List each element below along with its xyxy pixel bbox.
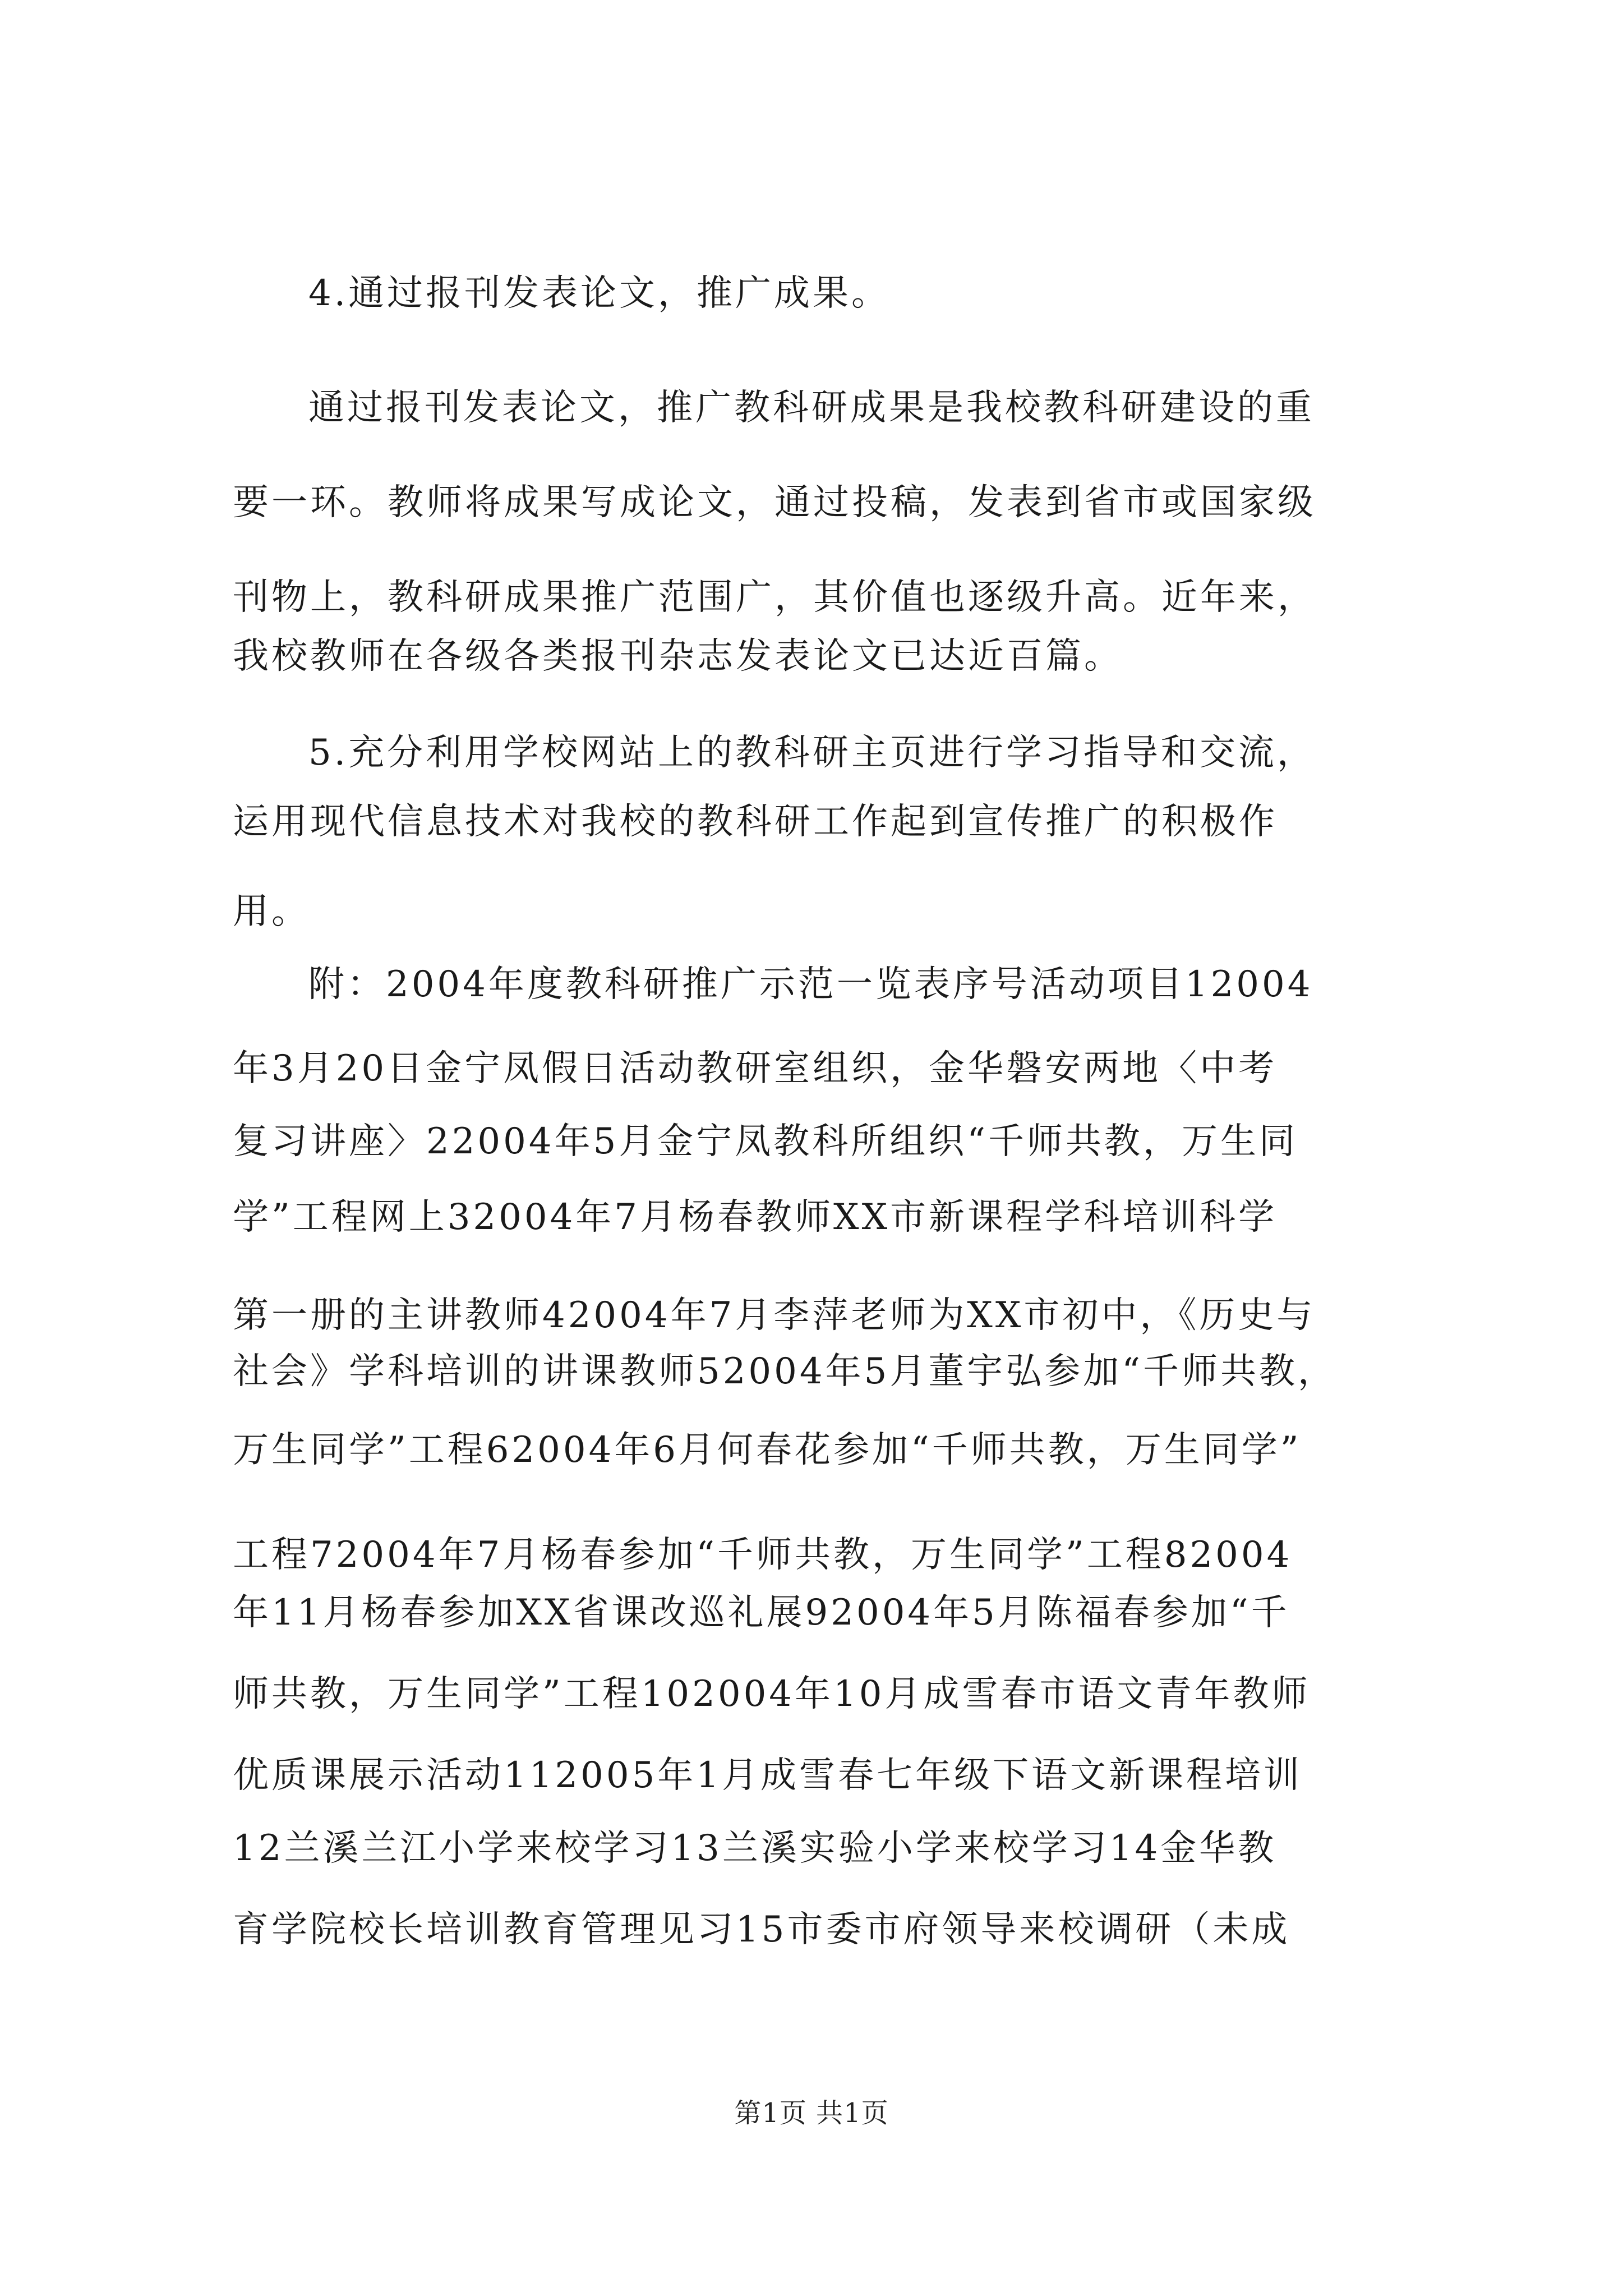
text-line: 师共教，万生同学”工程102004年10月成雪春市语文青年教师 <box>233 1673 1311 1715</box>
text-line: 万生同学”工程62004年6月何春花参加“千师共教，万生同学” <box>233 1429 1302 1471</box>
text-line: 社会》学科培训的讲课教师52004年5月董宇弘参加“千师共教， <box>233 1351 1337 1392</box>
text-line: 我校教师在各级各类报刊杂志发表论文已达近百篇。 <box>233 636 1123 677</box>
text-line: 运用现代信息技术对我校的教科研工作起到宣传推广的积极作 <box>233 801 1278 843</box>
text-line: 年11月杨春参加XX省课改巡礼展92004年5月陈福春参加“千 <box>233 1592 1290 1634</box>
page-number-footer: 第1页 共1页 <box>734 2097 889 2129</box>
text-line: 刊物上，教科研成果推广范围广，其价值也逐级升高。近年来， <box>233 577 1316 618</box>
text-line: 工程72004年7月杨春参加“千师共教，万生同学”工程82004 <box>233 1534 1293 1576</box>
text-line: 4.通过报刊发表论文，推广成果。 <box>308 273 891 314</box>
text-line: 第一册的主讲教师42004年7月李萍老师为XX市初中，《历史与 <box>233 1295 1316 1336</box>
text-line: 优质课展示活动112005年1月成雪春七年级下语文新课程培训 <box>233 1755 1303 1796</box>
text-line: 复习讲座〉22004年5月金宁凤教科所组织“千师共教，万生同 <box>233 1121 1298 1162</box>
text-line: 用。 <box>233 891 310 932</box>
text-line: 要一环。教师将成果写成论文，通过投稿，发表到省市或国家级 <box>233 482 1316 523</box>
text-line: 学”工程网上32004年7月杨春教师XX市新课程学科培训科学 <box>233 1197 1278 1238</box>
text-line: 育学院校长培训教育管理见习15市委市府领导来校调研（未成 <box>233 1909 1290 1950</box>
text-line: 12兰溪兰江小学来校学习13兰溪实验小学来校学习14金华教 <box>233 1828 1277 1869</box>
text-line: 通过报刊发表论文，推广教科研成果是我校教科研建设的重 <box>308 387 1315 429</box>
text-line: 附：2004年度教科研推广示范一览表序号活动项目12004 <box>308 964 1313 1005</box>
text-line: 5.充分利用学校网站上的教科研主页进行学习指导和交流， <box>308 732 1316 774</box>
text-line: 年3月20日金宁凤假日活动教研室组织，金华磐安两地〈中考 <box>233 1048 1278 1089</box>
